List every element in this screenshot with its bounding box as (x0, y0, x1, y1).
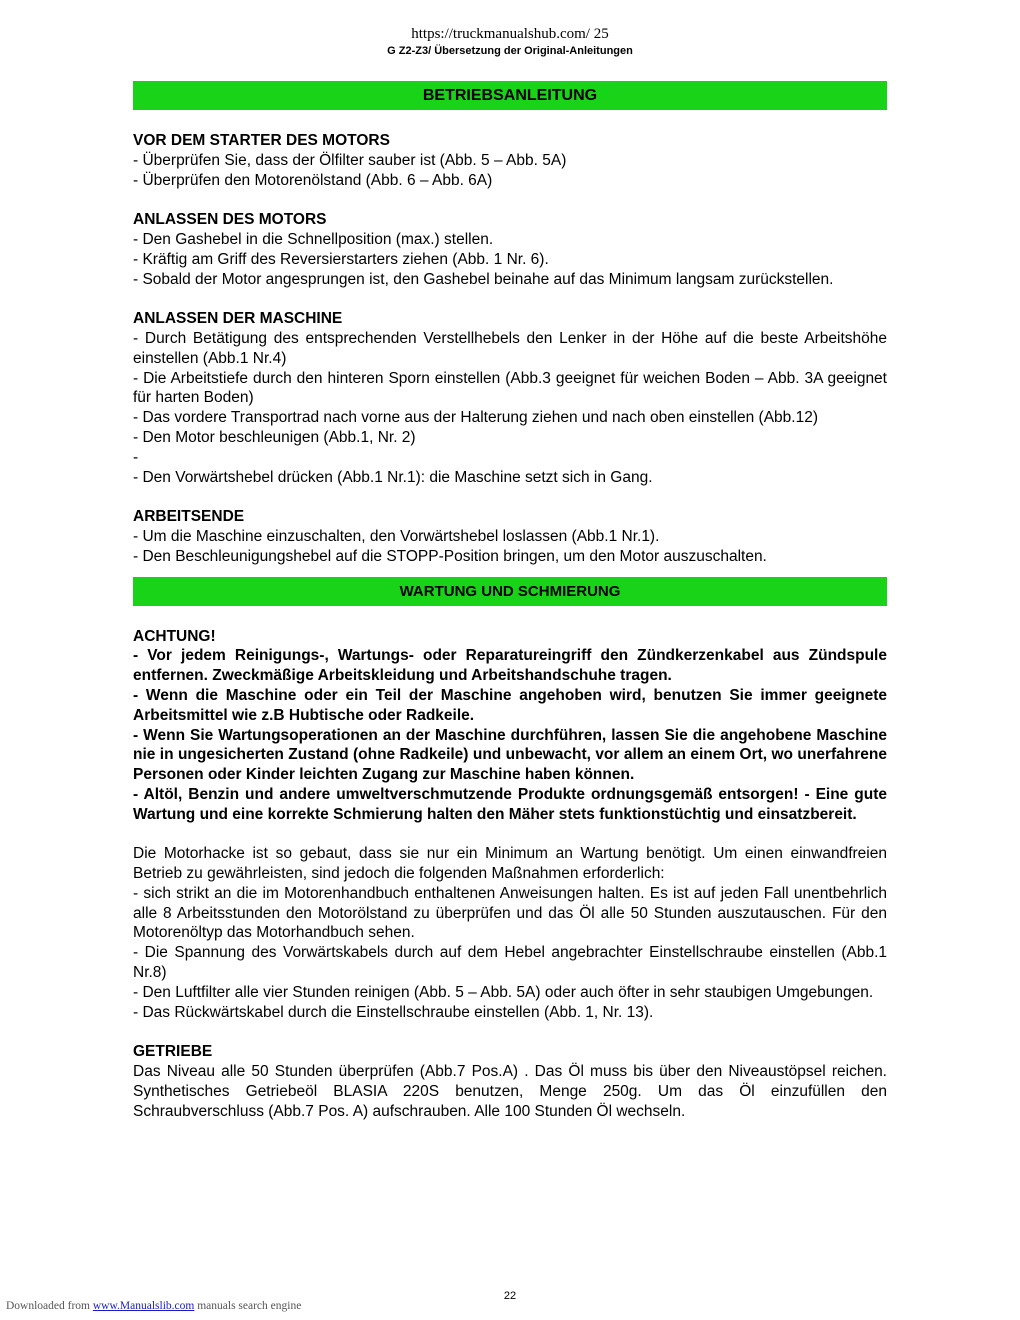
block-line: - Das vordere Transportrad nach vorne aus der Halterung ziehen und nach oben einstellen (Abb.12) (133, 409, 818, 427)
block-line: - Überprüfen den Motorenölstand (Abb. 6 – Abb. 6A) (133, 171, 493, 189)
header-url: https://truckmanualshub.com/ 25 (411, 26, 609, 42)
warning-line: - Wenn Sie Wartungsoperationen an der Maschine durchführen, lassen Sie die angehobene Maschine nie in ungesicherten Zustand (ohne Radkeile) und unbewacht, vor allem an einem Ort, wo unerfahrene Personen oder Kinder leichten Zugang zur Maschine haben können. (133, 726, 887, 784)
warning-heading: ACHTUNG! (133, 627, 216, 645)
block-work-end (133, 507, 887, 566)
block-machine-start (133, 309, 887, 487)
gearbox-block (133, 1042, 887, 1121)
block-heading: ARBEITSENDE (133, 508, 245, 526)
warning-block (133, 627, 887, 825)
warning-line: - Altöl, Benzin und andere umweltverschmutzende Produkte ordnungsgemäß entsorgen! - Eine gute Wartung und eine korrekte Schmierung halten den Mäher stets funktionstüchtig und einsatzbereit. (133, 785, 887, 823)
maintenance-block (133, 844, 887, 1022)
block-line: - Den Motor beschleunigen (Abb.1, Nr. 2) (133, 428, 416, 446)
block-line: - Durch Betätigung des entsprechenden Verstellhebels den Lenker in der Höhe auf die beste Arbeitshöhe einstellen (Abb.1 Nr.4) (133, 329, 887, 367)
document-body (133, 81, 887, 1121)
section-banner-maintenance: WARTUNG UND SCHMIERUNG (133, 577, 887, 606)
block-line: - (133, 448, 139, 466)
block-line: - Den Gashebel in die Schnellposition (max.) stellen. (133, 230, 494, 248)
block-engine-start (133, 210, 887, 289)
block-line: - Den Beschleunigungshebel auf die STOPP-Position bringen, um den Motor auszuschalten. (133, 547, 767, 565)
maintenance-line: - Die Spannung des Vorwärtskabels durch auf dem Hebel angebrachter Einstellschraube einstellen (Abb.1 Nr.8) (133, 944, 887, 982)
block-line: - Sobald der Motor angesprungen ist, den Gashebel beinahe auf das Minimum langsam zurückstellen. (133, 270, 834, 288)
warning-line: - Wenn die Maschine oder ein Teil der Maschine angehoben wird, benutzen Sie immer geeignete Arbeitsmittel wie z.B Hubtische oder Radkeile. (133, 686, 887, 724)
download-suffix: manuals search engine (194, 1300, 302, 1312)
gearbox-text: Das Niveau alle 50 Stunden überprüfen (Abb.7 Pos.A) . Das Öl muss bis über den Niveaustöpsel reichen. Synthetisches Getriebeöl BLASIA 220S benutzen, Menge 250g. Um das Öl einzufüllen den Schraubverschluss (Abb.7 Pos. A) aufschrauben. Alle 100 Stunden Öl wechseln. (133, 1063, 887, 1120)
block-line: - Um die Maschine einzuschalten, den Vorwärtshebel loslassen (Abb.1 Nr.1). (133, 527, 660, 545)
block-heading: ANLASSEN DES MOTORS (133, 211, 327, 229)
block-line: - Den Vorwärtshebel drücken (Abb.1 Nr.1): die Maschine setzt sich in Gang. (133, 468, 653, 486)
maintenance-line: - Den Luftfilter alle vier Stunden reinigen (Abb. 5 – Abb. 5A) oder auch öfter in sehr staubigen Umgebungen. (133, 983, 874, 1001)
manualslib-link[interactable]: www.Manualslib.com (92, 1300, 195, 1312)
download-prefix: Downloaded from (6, 1300, 93, 1312)
block-line: - Die Arbeitstiefe durch den hinteren Sporn einstellen (Abb.3 geeignet für weichen Boden – Abb. 3A geeignet für harten Boden) (133, 369, 887, 407)
section-banner-operation: BETRIEBSANLEITUNG (133, 81, 887, 110)
block-before-start (133, 131, 887, 190)
block-line: - Überprüfen Sie, dass der Ölfilter sauber ist (Abb. 5 – Abb. 5A) (133, 151, 567, 169)
block-line: - Kräftig am Griff des Reversierstarters ziehen (Abb. 1 Nr. 6). (133, 250, 549, 268)
header-subtitle: G Z2-Z3/ Übersetzung der Original-Anleitungen (387, 45, 633, 57)
gearbox-heading: GETRIEBE (133, 1043, 213, 1061)
block-heading: ANLASSEN DER MASCHINE (133, 310, 343, 328)
download-note (6, 1300, 301, 1312)
warning-line: - Vor jedem Reinigungs-, Wartungs- oder Reparatureingriff den Zündkerzenkabel aus Zündspule entfernen. Zweckmäßige Arbeitskleidung und Arbeitshandschuhe tragen. (133, 647, 887, 685)
maintenance-line: - Das Rückwärtskabel durch die Einstellschraube einstellen (Abb. 1, Nr. 13). (133, 1003, 654, 1021)
maintenance-line: Die Motorhacke ist so gebaut, dass sie nur ein Minimum an Wartung benötigt. Um einen einwandfreien Betrieb zu gewährleisten, sind jedoch die folgenden Maßnahmen erforderlich: (133, 845, 887, 883)
page-number: 22 (503, 1290, 517, 1302)
block-heading: VOR DEM STARTER DES MOTORS (133, 132, 390, 149)
maintenance-line: - sich strikt an die im Motorenhandbuch enthaltenen Anweisungen halten. Es ist auf jeden Fall unentbehrlich alle 8 Arbeitsstunden den Motorölstand zu überprüfen und das Öl alle 50 Stunden auszutauschen. Für den Motorenöltyp das Motorhandbuch sehen. (133, 884, 887, 942)
